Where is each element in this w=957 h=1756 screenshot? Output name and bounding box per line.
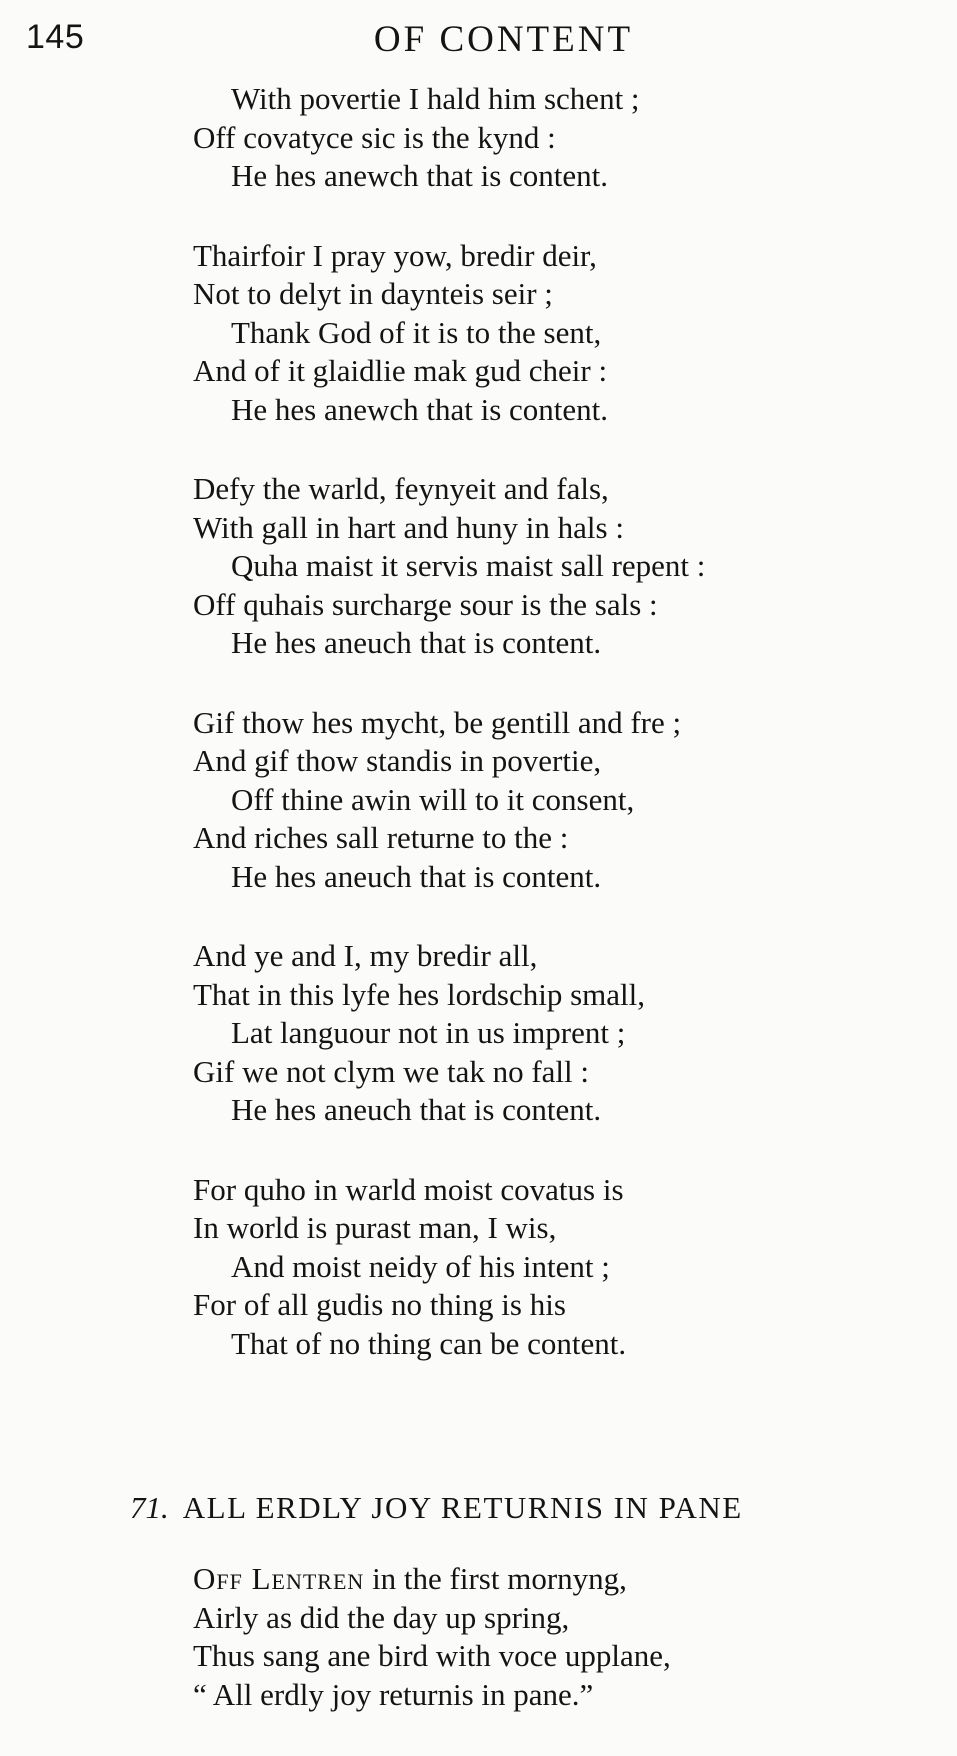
verse-line: For quho in warld moist covatus is xyxy=(193,1171,624,1207)
verse-line: And of it glaidlie mak gud cheir : xyxy=(193,353,608,388)
verse-refrain: He hes aneuch that is content. xyxy=(231,1092,602,1127)
stanza xyxy=(193,1171,913,1364)
verse-line: Gif thow hes mycht, be gentill and fre ; xyxy=(193,704,682,740)
stanza xyxy=(193,470,913,663)
verse-refrain: He hes aneuch that is content. xyxy=(231,858,602,894)
running-title: OF CONTENT xyxy=(373,19,634,60)
verse-line: With povertie I hald him schent ; xyxy=(231,81,640,116)
verse-line: Lat languour not in us imprent ; xyxy=(231,1015,626,1050)
verse-line: Not to delyt in daynteis seir ; xyxy=(193,276,553,311)
verse-line: Off quhais surcharge sour is the sals : xyxy=(193,586,658,622)
poem-body xyxy=(193,80,913,1404)
verse-refrain: He hes anewch that is content. xyxy=(231,391,609,427)
opening-smallcaps: Off Lentren xyxy=(193,1561,365,1596)
stanza xyxy=(193,937,913,1130)
verse-refrain: He hes aneuch that is content. xyxy=(231,625,602,660)
next-poem-body xyxy=(193,1560,913,1714)
verse-line: In world is purast man, I wis, xyxy=(193,1210,557,1245)
section-title xyxy=(130,1490,930,1526)
stanza xyxy=(193,237,913,430)
verse-line: And gif thow standis in povertie, xyxy=(193,743,602,778)
verse-line: Defy the warld, feynyeit and fals, xyxy=(193,471,609,506)
stanza xyxy=(193,80,913,196)
verse-line: And ye and I, my bredir all, xyxy=(193,938,538,973)
page-number: 145 xyxy=(26,18,85,56)
verse-line: Airly as did the day up spring, xyxy=(193,1599,570,1635)
stanza xyxy=(193,704,913,897)
verse-refrain: That of no thing can be content. xyxy=(231,1325,627,1361)
verse-line: Thus sang ane bird with voce upplane, xyxy=(193,1638,671,1673)
verse-line: Quha maist it servis maist sall repent : xyxy=(231,548,706,583)
running-head xyxy=(0,18,957,61)
verse-line: For of all gudis no thing is his xyxy=(193,1287,566,1322)
verse-line: With gall in hart and huny in hals : xyxy=(193,509,624,545)
verse-line: And riches sall returne to the : xyxy=(193,820,569,855)
verse-line: Gif we not clym we tak no fall : xyxy=(193,1053,590,1089)
verse-line: “ All erdly joy returnis in pane.” xyxy=(193,1676,594,1712)
verse-refrain: He hes anewch that is content. xyxy=(231,158,609,193)
verse-line: Thank God of it is to the sent, xyxy=(231,314,602,350)
verse-line: Off covatyce sic is the kynd : xyxy=(193,119,556,155)
verse-line: Thairfoir I pray yow, bredir deir, xyxy=(193,237,597,273)
verse-line: That in this lyfe hes lordschip small, xyxy=(193,976,646,1012)
verse-line: Off thine awin will to it consent, xyxy=(231,781,635,817)
opening-rest: in the first mornyng, xyxy=(364,1561,627,1596)
poem-title: ALL ERDLY JOY RETURNIS IN PANE xyxy=(182,1490,743,1525)
verse-line-first xyxy=(193,1560,913,1599)
verse-line: And moist neidy of his intent ; xyxy=(231,1248,610,1284)
poem-number: 71. xyxy=(130,1490,169,1525)
